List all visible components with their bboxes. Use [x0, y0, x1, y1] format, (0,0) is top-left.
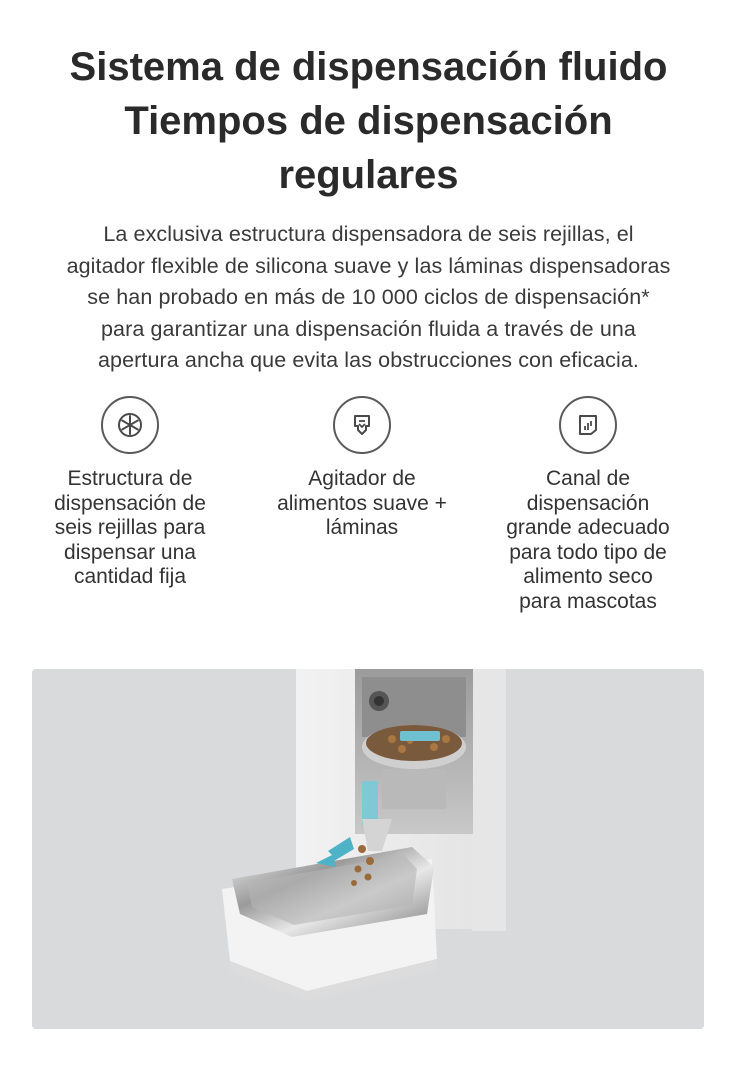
description-line: agitador flexible de silicona suave y las láminas dispensadoras [66, 253, 671, 278]
feature-label-line: seis rejillas para [54, 516, 206, 539]
agitator-blades-icon [333, 396, 391, 454]
subtitle-line-1: Tiempos de dispensación [124, 99, 613, 143]
feature-label-line: dispensación [526, 491, 650, 515]
page-title: Sistema de dispensación fluido [69, 45, 668, 89]
feature-label-line: alimento seco [523, 565, 653, 588]
feature-label [246, 467, 478, 541]
feature-label [472, 467, 704, 614]
subtitle-line-2: regulares [278, 153, 459, 197]
feature-agitator [246, 396, 478, 541]
feature-label-line: para mascotas [519, 589, 657, 613]
feature-label-line: dispensación de [54, 491, 206, 515]
feature-label-line: para todo tipo de [509, 540, 667, 564]
feature-label-line: Canal de [545, 467, 631, 490]
feature-label-line: dispensar una [64, 540, 196, 564]
description-line: se han probado en más de 10 000 ciclos de dispensación* [87, 285, 650, 309]
feature-label-line: grande adecuado [506, 516, 670, 539]
feature-label-line: cantidad fija [73, 565, 187, 588]
feature-channel [472, 396, 704, 614]
product-image [32, 669, 704, 1029]
feature-label-line: alimentos suave + [277, 491, 447, 515]
description-line: apertura ancha que evita las obstrucciones con eficacia. [97, 348, 640, 372]
page-subtitle [0, 94, 737, 202]
feature-six-grid [14, 396, 246, 590]
description-line: para garantizar una dispensación fluida a través de una [101, 316, 636, 341]
feature-label-line: láminas [325, 516, 399, 539]
description [20, 219, 717, 377]
six-grid-wheel-icon [101, 396, 159, 454]
dispensing-channel-icon [559, 396, 617, 454]
feature-label [14, 467, 246, 590]
pet-feeder-illustration [32, 669, 704, 1029]
description-line: La exclusiva estructura dispensadora de seis rejillas, el [103, 222, 634, 246]
feature-label-line: Estructura de [67, 467, 193, 490]
feature-label-line: Agitador de [308, 467, 416, 490]
